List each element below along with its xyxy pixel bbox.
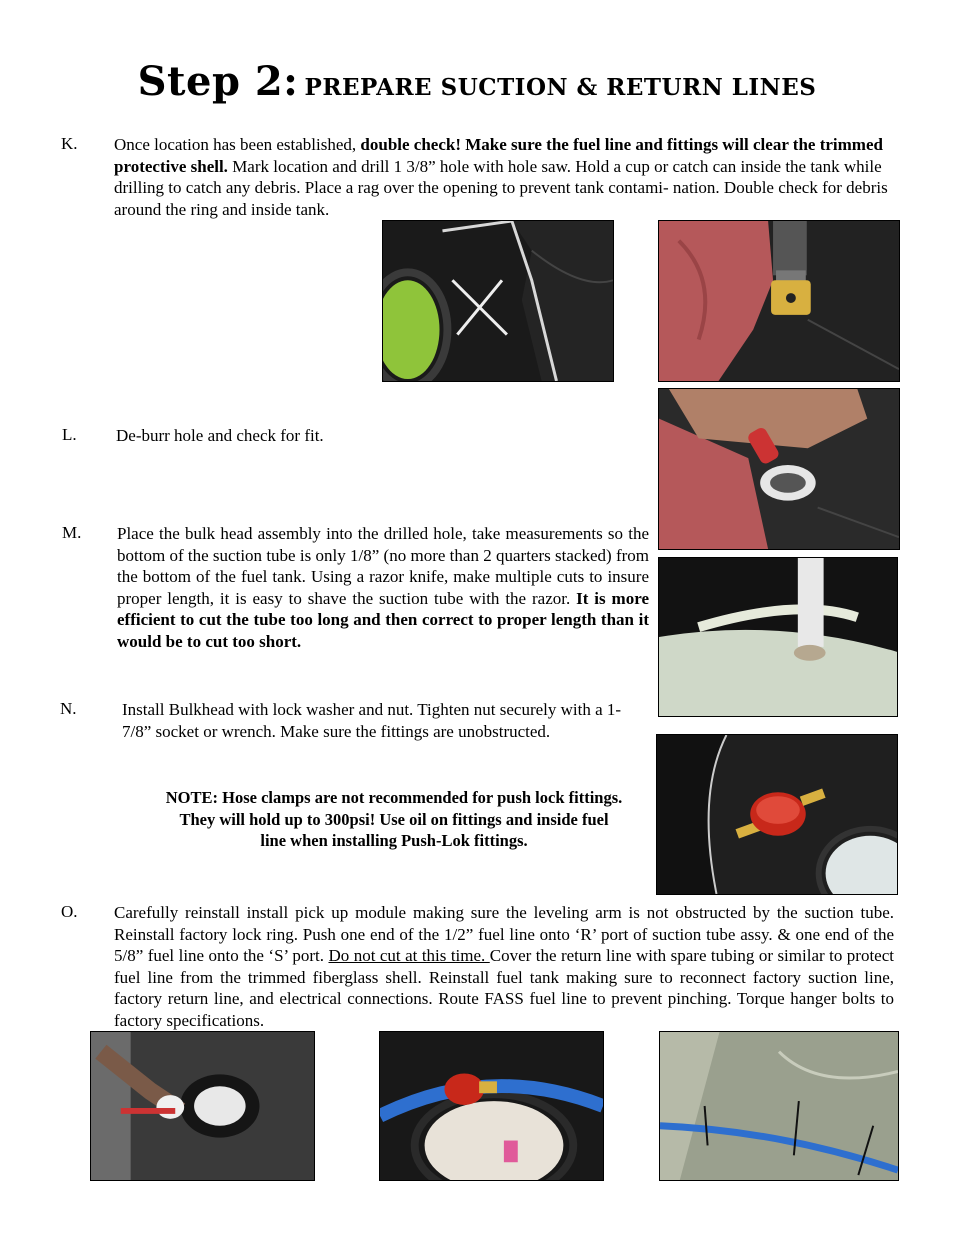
photo-suction-tube-quarters bbox=[658, 557, 898, 717]
step-l-letter: L. bbox=[62, 425, 77, 444]
photo-line-routed bbox=[659, 1031, 899, 1181]
page-title bbox=[0, 58, 954, 105]
note-block bbox=[130, 787, 658, 852]
photo-fuel-lines-connected bbox=[379, 1031, 604, 1181]
title-main: Step 2: bbox=[137, 58, 299, 105]
photo-reinstall-module bbox=[90, 1031, 315, 1181]
step-n-text: Install Bulkhead with lock washer and nut. Tighten nut securely with a 1-7/8” socket or wrench. Make sure the fittings are unobstructed. bbox=[122, 700, 622, 741]
step-k-text: Once location has been established, double check! Make sure the fuel line and fittings will clear the trimmed protective shell. Mark location and drill 1 3/8” hole with hole saw. Hold a cup or catch can inside the tank while drilling to catch any debris. Place a rag over the opening to prevent tank contami- nation. Double check for debris around the ring and inside tank. bbox=[114, 135, 888, 219]
photo-drilling-hole bbox=[658, 220, 900, 382]
step-m-letter: M. bbox=[62, 523, 82, 542]
photo-tank-marked-x bbox=[382, 220, 614, 382]
step-l-text: De-burr hole and check for fit. bbox=[116, 426, 324, 445]
note-line-1: NOTE: Hose clamps are not recommended for push lock fittings. bbox=[165, 788, 623, 807]
photo-bulkhead-installed bbox=[656, 734, 898, 895]
photo-deburring bbox=[658, 388, 900, 550]
note-line-2: They will hold up to 300psi! Use oil on fittings and inside fuel bbox=[179, 809, 609, 829]
title-sub: PREPARE SUCTION & RETURN LINES bbox=[304, 74, 817, 101]
note-line-3: line when installing Push-Lok fittings. bbox=[260, 831, 528, 851]
step-m-text: Place the bulk head assembly into the drilled hole, take measurements so the bottom of the suction tube is only 1/8” (no more than 2 quarters stacked) from the bottom of the fuel tank. Using a razor knife, make multiple cuts to insure proper length, it is easy to shave the suction tube with the razor. It is more efficient to cut the tube too long and then correct to proper length than it would be to cut too short. bbox=[117, 524, 649, 651]
step-o-letter: O. bbox=[61, 902, 78, 921]
step-n-letter: N. bbox=[60, 699, 77, 718]
step-o-text: Carefully reinstall install pick up module making sure the leveling arm is not obstructed by the suction tube. Reinstall factory lock ring. Push one end of the 1/2” fuel line onto ‘R’ port of suction tube assy. & one end of the 5/8” fuel line onto the ‘S’ port. Do not cut at this time. Cover the return line with spare tubing or similar to protect fuel line from the trimmed fiberglass shell. Reinstall fuel tank making sure to reconnect factory suction line, factory return line, and electrical connections. Route FASS fuel line to prevent pinching. Torque hanger bolts to factory specifications. bbox=[114, 903, 894, 1030]
step-k-letter: K. bbox=[61, 134, 78, 153]
